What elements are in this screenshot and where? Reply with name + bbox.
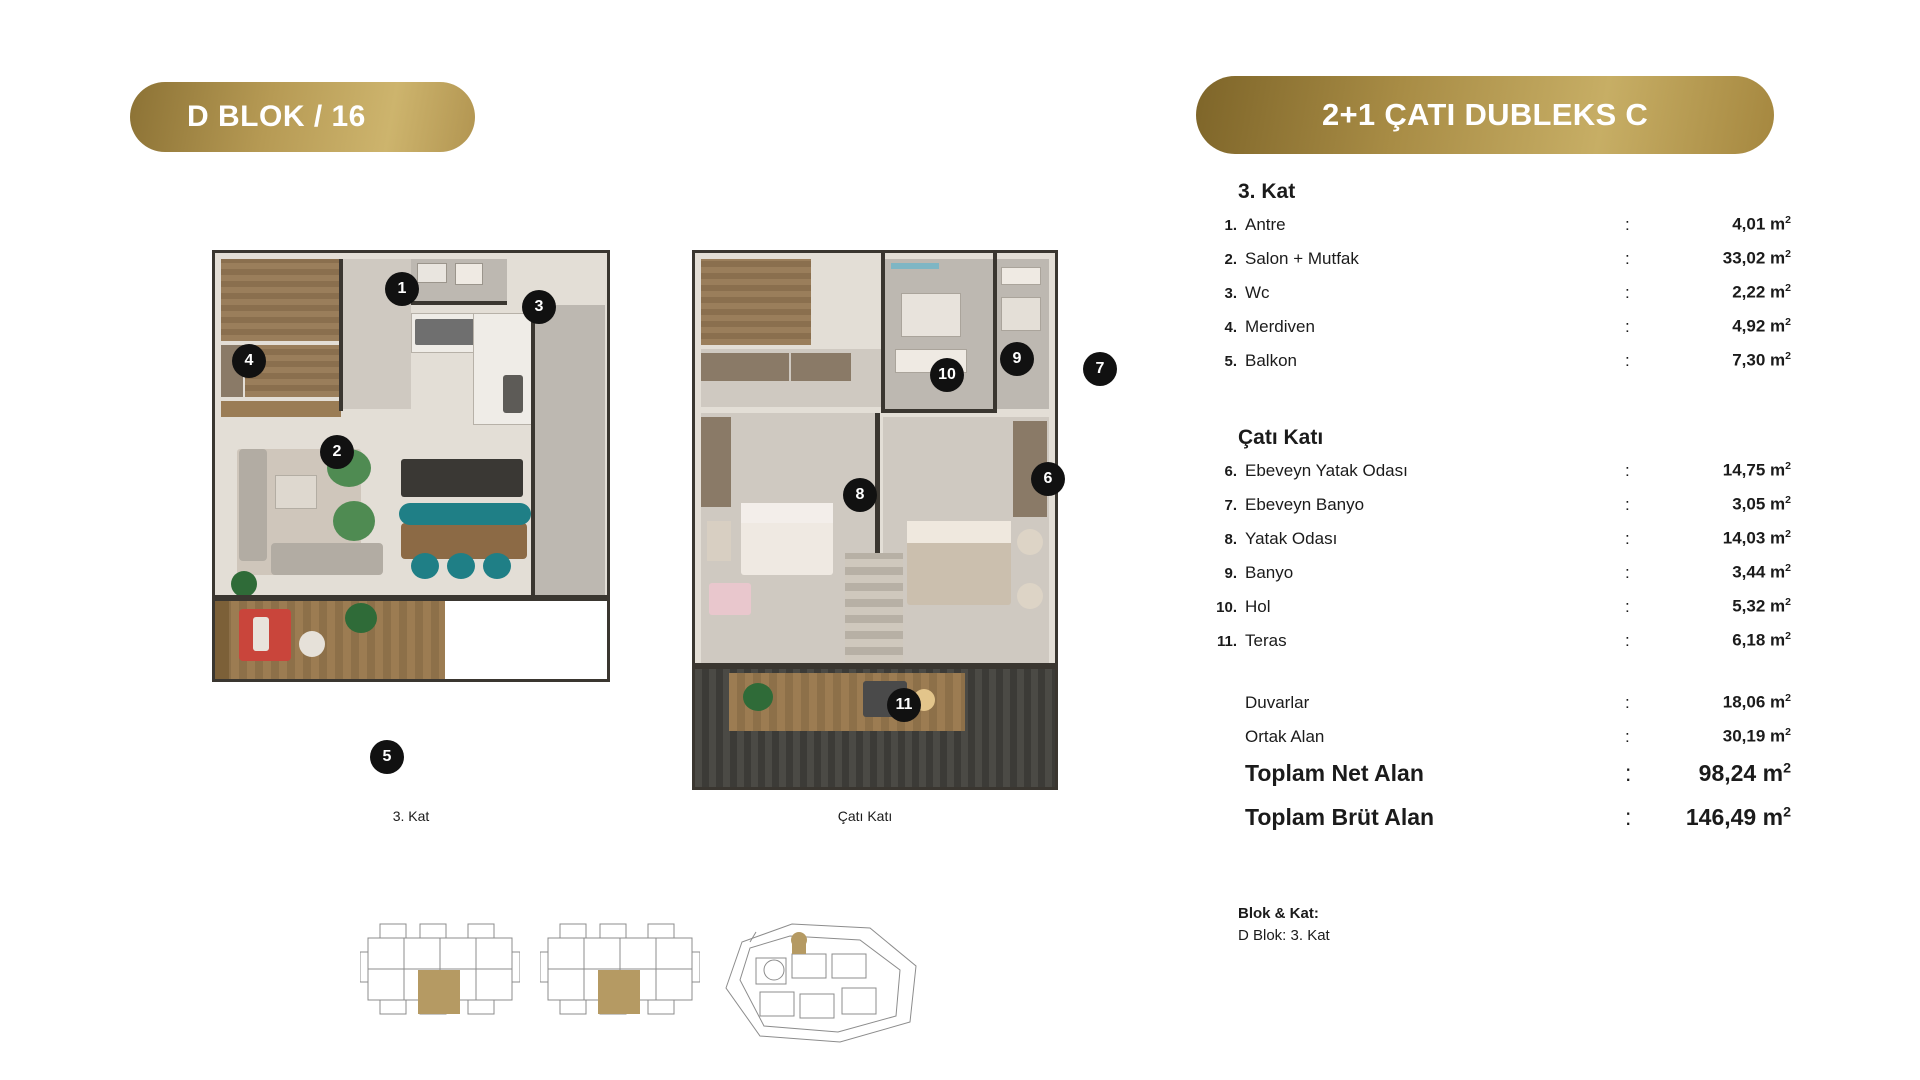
row-label: Antre — [1245, 214, 1286, 234]
row-number: 9. — [1224, 564, 1237, 582]
row-value: 30,19 $m^2$ — [1722, 726, 1791, 746]
table-row — [1205, 460, 1805, 494]
dining-chair-1 — [411, 553, 439, 579]
row-value: 14,75 $m^2$ — [1722, 460, 1791, 480]
right-strip — [535, 305, 605, 595]
marker-1[interactable]: 1 — [385, 272, 419, 306]
row-label: Banyo — [1245, 562, 1294, 582]
row-colon: : — [1625, 214, 1630, 234]
ensuite-shower — [1001, 297, 1041, 331]
keyplan-a-highlight — [418, 970, 460, 1014]
dining-chair-3 — [483, 553, 511, 579]
wall-wc-bottom — [411, 301, 507, 305]
row-colon: : — [1625, 494, 1630, 514]
section-title-roof: Çatı Katı — [1238, 426, 1324, 449]
marker-5[interactable]: 5 — [370, 740, 404, 774]
row-label: Ortak Alan — [1245, 726, 1325, 746]
marker-9[interactable]: 9 — [1000, 342, 1034, 376]
row-colon: : — [1625, 248, 1630, 268]
bath-mirror — [901, 293, 961, 337]
row-colon: : — [1625, 726, 1630, 746]
keyplan-b-highlight — [598, 970, 640, 1014]
keyplan-b-svg — [540, 918, 700, 1023]
table-row — [1205, 494, 1805, 528]
row-number: 4. — [1224, 318, 1237, 336]
floor1-caption: 3. Kat — [392, 808, 430, 824]
row-number: 1. — [1224, 216, 1237, 234]
row-label: Merdiven — [1245, 316, 1315, 336]
keyplan-floor-a[interactable] — [360, 918, 520, 1023]
row-value: 6,18 $m^2$ — [1732, 630, 1791, 650]
table-row — [1205, 630, 1805, 664]
marker-11[interactable]: 11 — [887, 688, 921, 722]
row-value: 5,32 $m^2$ — [1732, 596, 1791, 616]
row-label: Salon + Mutfak — [1245, 248, 1359, 268]
row-colon: : — [1625, 692, 1630, 712]
marker-3[interactable]: 3 — [522, 290, 556, 324]
roof-staircase — [701, 259, 811, 345]
terrace-plant — [743, 683, 773, 711]
row-colon: : — [1625, 804, 1632, 830]
table-row — [1205, 282, 1805, 316]
row-label: Hol — [1245, 596, 1271, 616]
table-row — [1205, 316, 1805, 350]
table-row — [1205, 350, 1805, 384]
marker-4[interactable]: 4 — [232, 344, 266, 378]
kids-rug — [709, 583, 751, 615]
entry-threshold — [221, 401, 341, 417]
plant-living — [231, 571, 257, 597]
specs-table — [1205, 180, 1805, 848]
row-value: 7,30 $m^2$ — [1732, 350, 1791, 370]
keyplan-a-svg — [360, 918, 520, 1023]
row-colon: : — [1625, 350, 1630, 370]
row-colon: : — [1625, 316, 1630, 336]
marker-7[interactable]: 7 — [1083, 352, 1117, 386]
bed-double-pillow — [907, 521, 1011, 543]
nightstand-master-2 — [1017, 583, 1043, 609]
cooktop — [415, 319, 475, 345]
row-colon: : — [1625, 562, 1630, 582]
keyplan-site-svg — [720, 918, 930, 1048]
armchair-green-2 — [333, 501, 375, 541]
floorplan-roof — [692, 250, 1058, 790]
dining-chair-2 — [447, 553, 475, 579]
block-floor-info-title: Blok & Kat: — [1238, 905, 1319, 922]
dining-bench-top — [399, 503, 531, 525]
row-label: Balkon — [1245, 350, 1297, 370]
table-row — [1205, 692, 1805, 726]
row-label: Toplam Brüt Alan — [1245, 804, 1435, 830]
table-row — [1205, 726, 1805, 760]
marker-8[interactable]: 8 — [843, 478, 877, 512]
marker-2[interactable]: 2 — [320, 435, 354, 469]
wc-basin — [455, 263, 483, 285]
marker-10[interactable]: 10 — [930, 358, 964, 392]
row-value: 4,01 $m^2$ — [1732, 214, 1791, 234]
ensuite-basin — [1001, 267, 1041, 285]
block-floor-info-line: D Blok: 3. Kat — [1238, 927, 1330, 944]
stair-void — [845, 553, 903, 663]
row-value: 14,03 $m^2$ — [1722, 528, 1791, 548]
row-label: Toplam Net Alan — [1245, 760, 1424, 786]
plan1-cut — [445, 601, 607, 679]
table-row — [1205, 562, 1805, 596]
bed-single-pillow — [741, 503, 833, 523]
hol-cabinet-2 — [791, 353, 851, 381]
sofa-left — [239, 449, 267, 561]
row-value: 98,24 $m^2$ — [1698, 760, 1791, 786]
row-value: 3,44 $m^2$ — [1732, 562, 1791, 582]
floor2-caption: Çatı Katı — [837, 808, 893, 824]
block-floor-info — [1238, 905, 1330, 944]
row-label: Ebeveyn Yatak Odası — [1245, 460, 1408, 480]
row-value: 18,06 $m^2$ — [1722, 692, 1791, 712]
balcony-plant — [345, 603, 377, 633]
wall-antre-left — [339, 259, 343, 411]
row-colon: : — [1625, 760, 1632, 786]
balcony-edge — [215, 601, 229, 679]
row-number: 11. — [1216, 632, 1237, 650]
row-colon: : — [1625, 282, 1630, 302]
row-colon: : — [1625, 596, 1630, 616]
row-number: 5. — [1224, 352, 1237, 370]
row-number: 2. — [1224, 250, 1237, 268]
table-row — [1205, 528, 1805, 562]
row-label: Yatak Odası — [1245, 528, 1338, 548]
row-label: Teras — [1245, 630, 1287, 650]
row-value: 146,49 $m^2$ — [1685, 804, 1791, 830]
table-row — [1205, 214, 1805, 248]
staircase-upper — [221, 259, 341, 341]
row-value: 3,05 $m^2$ — [1732, 494, 1791, 514]
row-colon: : — [1625, 460, 1630, 480]
row-value: 4,92 $m^2$ — [1732, 316, 1791, 336]
section-title-floor3: 3. Kat — [1238, 180, 1296, 203]
spacer — [1205, 664, 1805, 692]
wardrobe-left — [701, 417, 731, 507]
row-label: Duvarlar — [1245, 692, 1310, 712]
wall-ensuite-left — [993, 253, 997, 413]
row-colon: : — [1625, 528, 1630, 548]
coffee-table — [275, 475, 317, 509]
balcony-table — [299, 631, 325, 657]
keyplan-site-pin-icon — [791, 932, 807, 948]
unit-title-badge — [1196, 76, 1774, 154]
row-label: Wc — [1245, 282, 1270, 302]
keyplan-floor-b[interactable] — [540, 918, 700, 1023]
total-gross-area-row — [1205, 804, 1805, 848]
wc-fixture — [417, 263, 447, 283]
fridge — [503, 375, 523, 413]
row-value: 2,22 $m^2$ — [1732, 282, 1791, 302]
block-badge-label: D BLOK / 16 — [187, 100, 366, 133]
marker-6[interactable]: 6 — [1031, 462, 1065, 496]
hol-cabinet — [701, 353, 789, 381]
sideboard — [401, 459, 523, 497]
total-net-area-row — [1205, 760, 1805, 804]
row-number: 8. — [1224, 530, 1237, 548]
nightstand-left — [707, 521, 731, 561]
unit-title-label: 2+1 ÇATI DUBLEKS C — [1321, 97, 1649, 132]
row-number: 7. — [1224, 496, 1237, 514]
table-row — [1205, 596, 1805, 630]
row-number: 6. — [1224, 462, 1237, 480]
row-number: 10. — [1216, 598, 1237, 616]
table-row — [1205, 248, 1805, 282]
balcony-chair — [253, 617, 269, 651]
row-value: 33,02 $m^2$ — [1722, 248, 1791, 268]
keyplan-site[interactable] — [720, 918, 930, 1048]
wall-bath-bottom — [885, 409, 993, 413]
block-badge — [130, 82, 475, 152]
row-colon: : — [1625, 630, 1630, 650]
nightstand-master — [1017, 529, 1043, 555]
row-number: 3. — [1224, 284, 1237, 302]
sofa-bottom — [271, 543, 383, 575]
row-label: Ebeveyn Banyo — [1245, 494, 1365, 514]
shower-glass — [891, 263, 939, 269]
